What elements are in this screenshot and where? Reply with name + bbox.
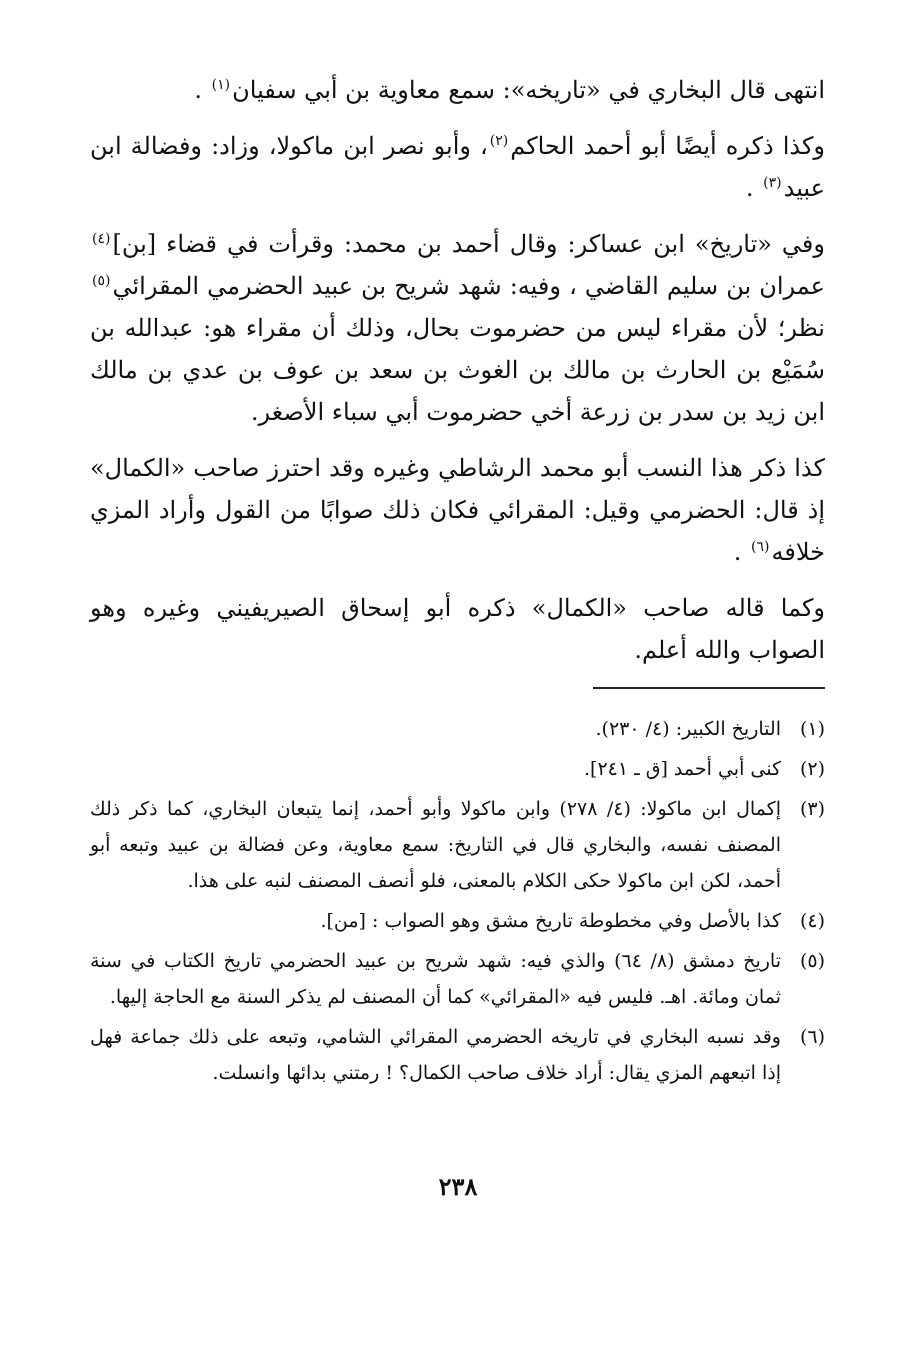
footnote-divider [593, 687, 825, 689]
text-segment: نظر؛ لأن مقراء ليس من حضرموت بحال، وذلك أن مقراء هو: عبدالله بن سُمَيْع بن الحارث بن مالك بن الغوث بن سعد بن عوف بن عدي بن مالك ابن زيد بن سدر بن زرعة أخي حضرموت أبي سباء الأصغر. [90, 314, 825, 426]
footnote-item [90, 1019, 825, 1091]
footnote-reference: (٥) [92, 273, 111, 289]
footnote-item [90, 711, 825, 747]
footnote-item [90, 751, 825, 787]
footnote-text: التاريخ الكبير: (٤/ ٢٣٠). [595, 718, 781, 740]
paragraph [90, 69, 825, 111]
footnote-text: كنى أبي أحمد [ق ـ ٢٤١]. [584, 758, 781, 780]
paragraph [90, 447, 825, 573]
paragraph [90, 125, 825, 209]
footnote-reference: (٢) [489, 133, 509, 149]
footnote-number: (٢) [799, 758, 825, 780]
text-segment: . [733, 538, 750, 566]
footnote-reference: (٣) [763, 175, 782, 191]
footnote-item [90, 903, 825, 939]
text-segment: انتهى قال البخاري في «تاريخه»: سمع معاوية بن أبي سفيان [232, 76, 825, 104]
footnotes [90, 711, 825, 1091]
book-page [90, 55, 825, 1315]
footnote-item [90, 943, 825, 1015]
footnote-text: وقد نسبه البخاري في تاريخه الحضرمي المقرائي الشامي، وتبعه على ذلك جماعة فهل إذا اتبعهم المزي يقال: أراد خلاف صاحب الكمال؟ ! رمتني بدائها وانسلت. [90, 1026, 781, 1084]
footnote-number: (٦) [799, 1026, 825, 1048]
text-segment: وكما قاله صاحب «الكمال» ذكره أبو إسحاق الصيريفيني وغيره وهو الصواب والله أعلم. [90, 594, 825, 664]
text-segment: . [745, 174, 762, 202]
footnote-reference: (١) [211, 77, 231, 93]
paragraph [90, 587, 825, 671]
footnote-number: (٤) [799, 910, 825, 932]
text-segment: ، وأبو نصر ابن ماكولا، وزاد: وفضالة ابن عبيد [90, 132, 825, 202]
main-text [90, 69, 825, 671]
paragraph [90, 223, 825, 433]
footnote-number: (٥) [799, 950, 825, 972]
footnote-reference: (٤) [92, 231, 111, 247]
footnote-number: (١) [799, 718, 825, 740]
text-segment: عمران بن سليم القاضي ، وفيه: شهد شريح بن عبيد الحضرمي المقرائي [112, 272, 825, 300]
footnote-text: إكمال ابن ماكولا: (٤/ ٢٧٨) وابن ماكولا وأبو أحمد، إنما يتبعان البخاري، كما ذكر ذلك المصنف نفسه، والبخاري قال في التاريخ: سمع معاوية، وعن فضالة بن عبيد وتبعه أبو أحمد، لكن ابن ماكولا حكى الكلام بالمعنى، فلو أنصف المصنف لنبه على هذا. [90, 798, 781, 892]
footnote-reference: (٦) [751, 539, 770, 555]
text-segment: وفي «تاريخ» ابن عساكر: وقال أحمد بن محمد: وقرأت في قضاء [بن] [112, 230, 825, 258]
footnote-number: (٣) [799, 798, 825, 820]
text-segment: . [194, 76, 210, 104]
page-number: ٢٣٨ [438, 1172, 478, 1201]
text-segment: كذا ذكر هذا النسب أبو محمد الرشاطي وغيره وقد احترز صاحب «الكمال» إذ قال: الحضرمي وقيل: المقرائي فكان ذلك صوابًا من القول وأراد المزي خلافه [90, 454, 825, 566]
footnote-text: تاريخ دمشق (٨/ ٦٤) والذي فيه: شهد شريح بن عبيد الحضرمي تاريخ الكتاب في سنة ثمان ومائة. اهـ. فليس فيه «المقرائي» كما أن المصنف لم يذكر السنة مع الحاجة إليها. [90, 950, 781, 1008]
footnote-text: كذا بالأصل وفي مخطوطة تاريخ مشق وهو الصواب : [من]. [320, 910, 781, 932]
footnote-list [90, 711, 825, 1091]
text-segment: وكذا ذكره أيضًا أبو أحمد الحاكم [510, 132, 826, 160]
footnote-item [90, 791, 825, 899]
